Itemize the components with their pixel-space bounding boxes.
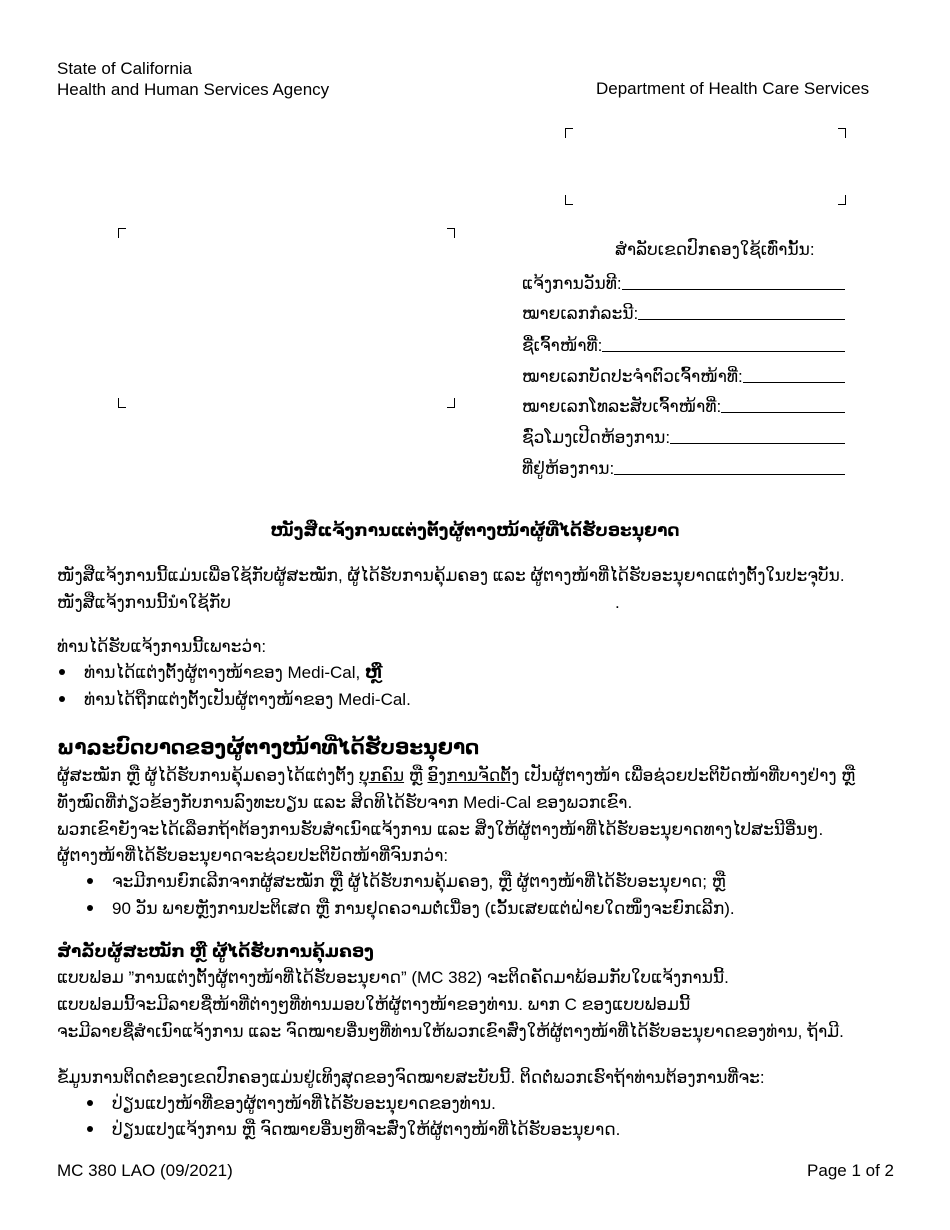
state-label: State of California <box>57 59 193 78</box>
address-window-corner <box>838 128 846 138</box>
form-id: MC 380 LAO (09/2021) <box>57 1161 233 1180</box>
person-term: ບຸກຄົນ <box>359 766 405 785</box>
reason-bullet-1: ທ່ານໄດ້ແຕ່ງຕັ້ງຜູ້ຕາງໜ້າຂອງ Medi-Cal, ຫຼື <box>59 663 383 683</box>
responsibilities-line-4: ຜູ້ຕາງໜ້າທີ່ໄດ້ຮັບອະນຸຍາດຈະຊ່ວຍປະຕິບັດໜ້າທີ່ຈົນກວ່າ: <box>57 846 449 865</box>
worker-name-field[interactable]: ຊື່ເຈົ້າໜ້າທີ່: <box>522 334 845 356</box>
recipient-window-corner <box>447 228 455 238</box>
contact-bullet-2: ປ່ຽນແປງແຈ້ງການ ຫຼື ຈົດໝາຍອື່ນໆທີ່ຈະສົ່ງໃຫ້ຜູ້ຕາງໜ້າທີ່ໄດ້ຮັບອະນຸຍາດ. <box>87 1120 620 1140</box>
responsibilities-line-1: ຜູ້ສະໝັກ ຫຼື ຜູ້ໄດ້ຮັບການຄຸ້ມຄອງໄດ້ແຕ່ງຕັ້ງ ບຸກຄົນ ຫຼື ອົງການຈັດຕັ້ງ ເປັນຜູ້ຕາງໜ້າ ເພື່ອຊ່ວຍປະຕິບັດໜ້າທີ່ບາງຢ່າງ ຫຼື <box>57 766 856 785</box>
reason-bullet-2: ທ່ານໄດ້ຖືກແຕ່ງຕັ້ງເປັນຜູ້ຕາງໜ້າຂອງ Medi-Cal. <box>59 690 411 710</box>
recipient-window-corner <box>118 398 126 408</box>
notice-date-field[interactable]: ແຈ້ງການວັນທີ: <box>522 272 845 294</box>
responsibilities-heading: ພາລະບົດບາດຂອງຜູ້ຕາງໜ້າທີ່ໄດ້ຮັບອະນຸຍາດ <box>57 737 480 759</box>
intro-line-2: ໜັງສືແຈ້ງການນີ້ນຳໃຊ້ກັບ <box>57 593 231 612</box>
agency-label: Health and Human Services Agency <box>57 80 330 99</box>
page-number: Page 1 of 2 <box>807 1161 894 1180</box>
recipient-window-corner <box>118 228 126 238</box>
responsibilities-line-2: ທັງໝົດທີ່ກ່ຽວຂ້ອງກັບການລົງທະບຽນ ແລະ ສິດທິໄດ້ຮັບຈາກ Medi-Cal ຂອງພວກເຂົາ. <box>57 793 633 812</box>
address-window-corner <box>565 195 573 205</box>
responsibilities-bullet-2: 90 ວັນ ພາຍຫຼັງການປະຕິເສດ ຫຼື ການຢຸດຄວາມຕໍ່ເນື່ອງ (ເວັ້ນເສຍແຕ່ຝ່າຍໃດໜຶ່ງຈະຍົກເລີກ). <box>87 899 735 919</box>
responsibilities-line-3: ພວກເຂົາຍັງຈະໄດ້ເລືອກຖ້າຕ້ອງການຮັບສຳເນົາແຈ້ງການ ແລະ ສິ່ງໃຫ້ຜູ້ຕາງໜ້າທີ່ໄດ້ຮັບອະນຸຍາດທາງໄປສະນີອື່ນໆ. <box>57 820 824 839</box>
contact-lead: ຂໍ້ມູນການຕິດຕໍ່ຂອງເຂດປົກຄອງແມ່ນຢູ່ເທິງສຸດຂອງຈົດໝາຍສະບັບນີ້. ຕິດຕໍ່ພວກເຮົາຖ້າທ່ານຕ້ອງການທີ່ຈະ: <box>57 1068 765 1087</box>
page-title: ໜັງສືແຈ້ງການແຕ່ງຕັ້ງຜູ້ຕາງໜ້າຜູ້ທີ່ໄດ້ຮັບອະນຸຍາດ <box>270 521 680 540</box>
office-hours-field[interactable]: ຊົ່ວໂມງເປີດຫ້ອງການ: <box>522 426 845 448</box>
responsibilities-bullet-1: ຈະມີການຍົກເລີກຈາກຜູ້ສະໝັກ ຫຼື ຜູ້ໄດ້ຮັບການຄຸ້ມຄອງ, ຫຼື ຜູ້ຕາງໜ້າທີ່ໄດ້ຮັບອະນຸຍາດ; ຫຼື <box>87 872 726 892</box>
contact-bullet-1: ປ່ຽນແປງໜ້າທີ່ຂອງຜູ້ຕາງໜ້າທີ່ໄດ້ຮັບອະນຸຍາດຂອງທ່ານ. <box>87 1094 496 1114</box>
office-address-field[interactable]: ທີ່ຢູ່ຫ້ອງການ: <box>522 457 845 479</box>
organization-term: ອົງການຈັດຕັ້ງ <box>427 766 520 785</box>
applicants-line-3: ຈະມີລາຍຊື່ສຳເນົາແຈ້ງການ ແລະ ຈົດໝາຍອື່ນໆທີ່ທ່ານໃຫ້ພວກເຂົາສົ່ງໃຫ້ຜູ້ຕາງໜ້າທີ່ໄດ້ຮັບອະນຸຍາດຂອງທ່ານ, ຖ້າມີ. <box>57 1022 844 1041</box>
applicants-line-2: ແບບຟອມນີ້ຈະມີລາຍຊື່ໜ້າທີ່ຕ່າງໆທີ່ທ່ານມອບໃຫ້ຜູ້ຕາງໜ້າຂອງທ່ານ. ພາກ C ຂອງແບບຟອມນີ້ <box>57 995 691 1014</box>
worker-id-field[interactable]: ໝາຍເລກບັດປະຈຳຕົວເຈົ້າໜ້າທີ່: <box>522 365 845 387</box>
intro-line-2-end: . <box>615 593 620 612</box>
recipient-window-corner <box>447 398 455 408</box>
worker-phone-field[interactable]: ໝາຍເລກໂທລະສັບເຈົ້າໜ້າທີ່: <box>522 395 845 417</box>
department-label: Department of Health Care Services <box>596 79 870 98</box>
reason-lead: ທ່ານໄດ້ຮັບແຈ້ງການນີ້ເພາະວ່າ: <box>57 637 267 656</box>
applicants-heading: ສຳລັບຜູ້ສະໝັກ ຫຼື ຜູ້ໄດ້ຮັບການຄຸ້ມຄອງ <box>57 942 374 961</box>
county-use-title: ສຳລັບເຂດປົກຄອງໃຊ້ເທົ່ານັ້ນ: <box>615 240 815 259</box>
address-window-corner <box>838 195 846 205</box>
intro-line-1: ໜັງສືແຈ້ງການນີ້ແມ່ນເພື່ອໃຊ້ກັບຜູ້ສະໝັກ, ຜູ້ໄດ້ຮັບການຄຸ້ມຄອງ ແລະ ຜູ້ຕາງໜ້າທີ່ໄດ້ຮັບອະນຸຍາດແຕ່ງຕັ້ງໃນປະຈຸບັນ. <box>57 566 845 585</box>
applicants-line-1: ແບບຟອມ ”ການແຕ່ງຕັ້ງຜູ້ຕາງໜ້າທີ່ໄດ້ຮັບອະນຸຍາດ” (MC 382) ຈະຕິດຄັດມາພ້ອມກັບໃບແຈ້ງການນີ້. <box>57 968 729 987</box>
address-window-corner <box>565 128 573 138</box>
case-number-field[interactable]: ໝາຍເລກກໍລະນີ: <box>522 302 845 324</box>
